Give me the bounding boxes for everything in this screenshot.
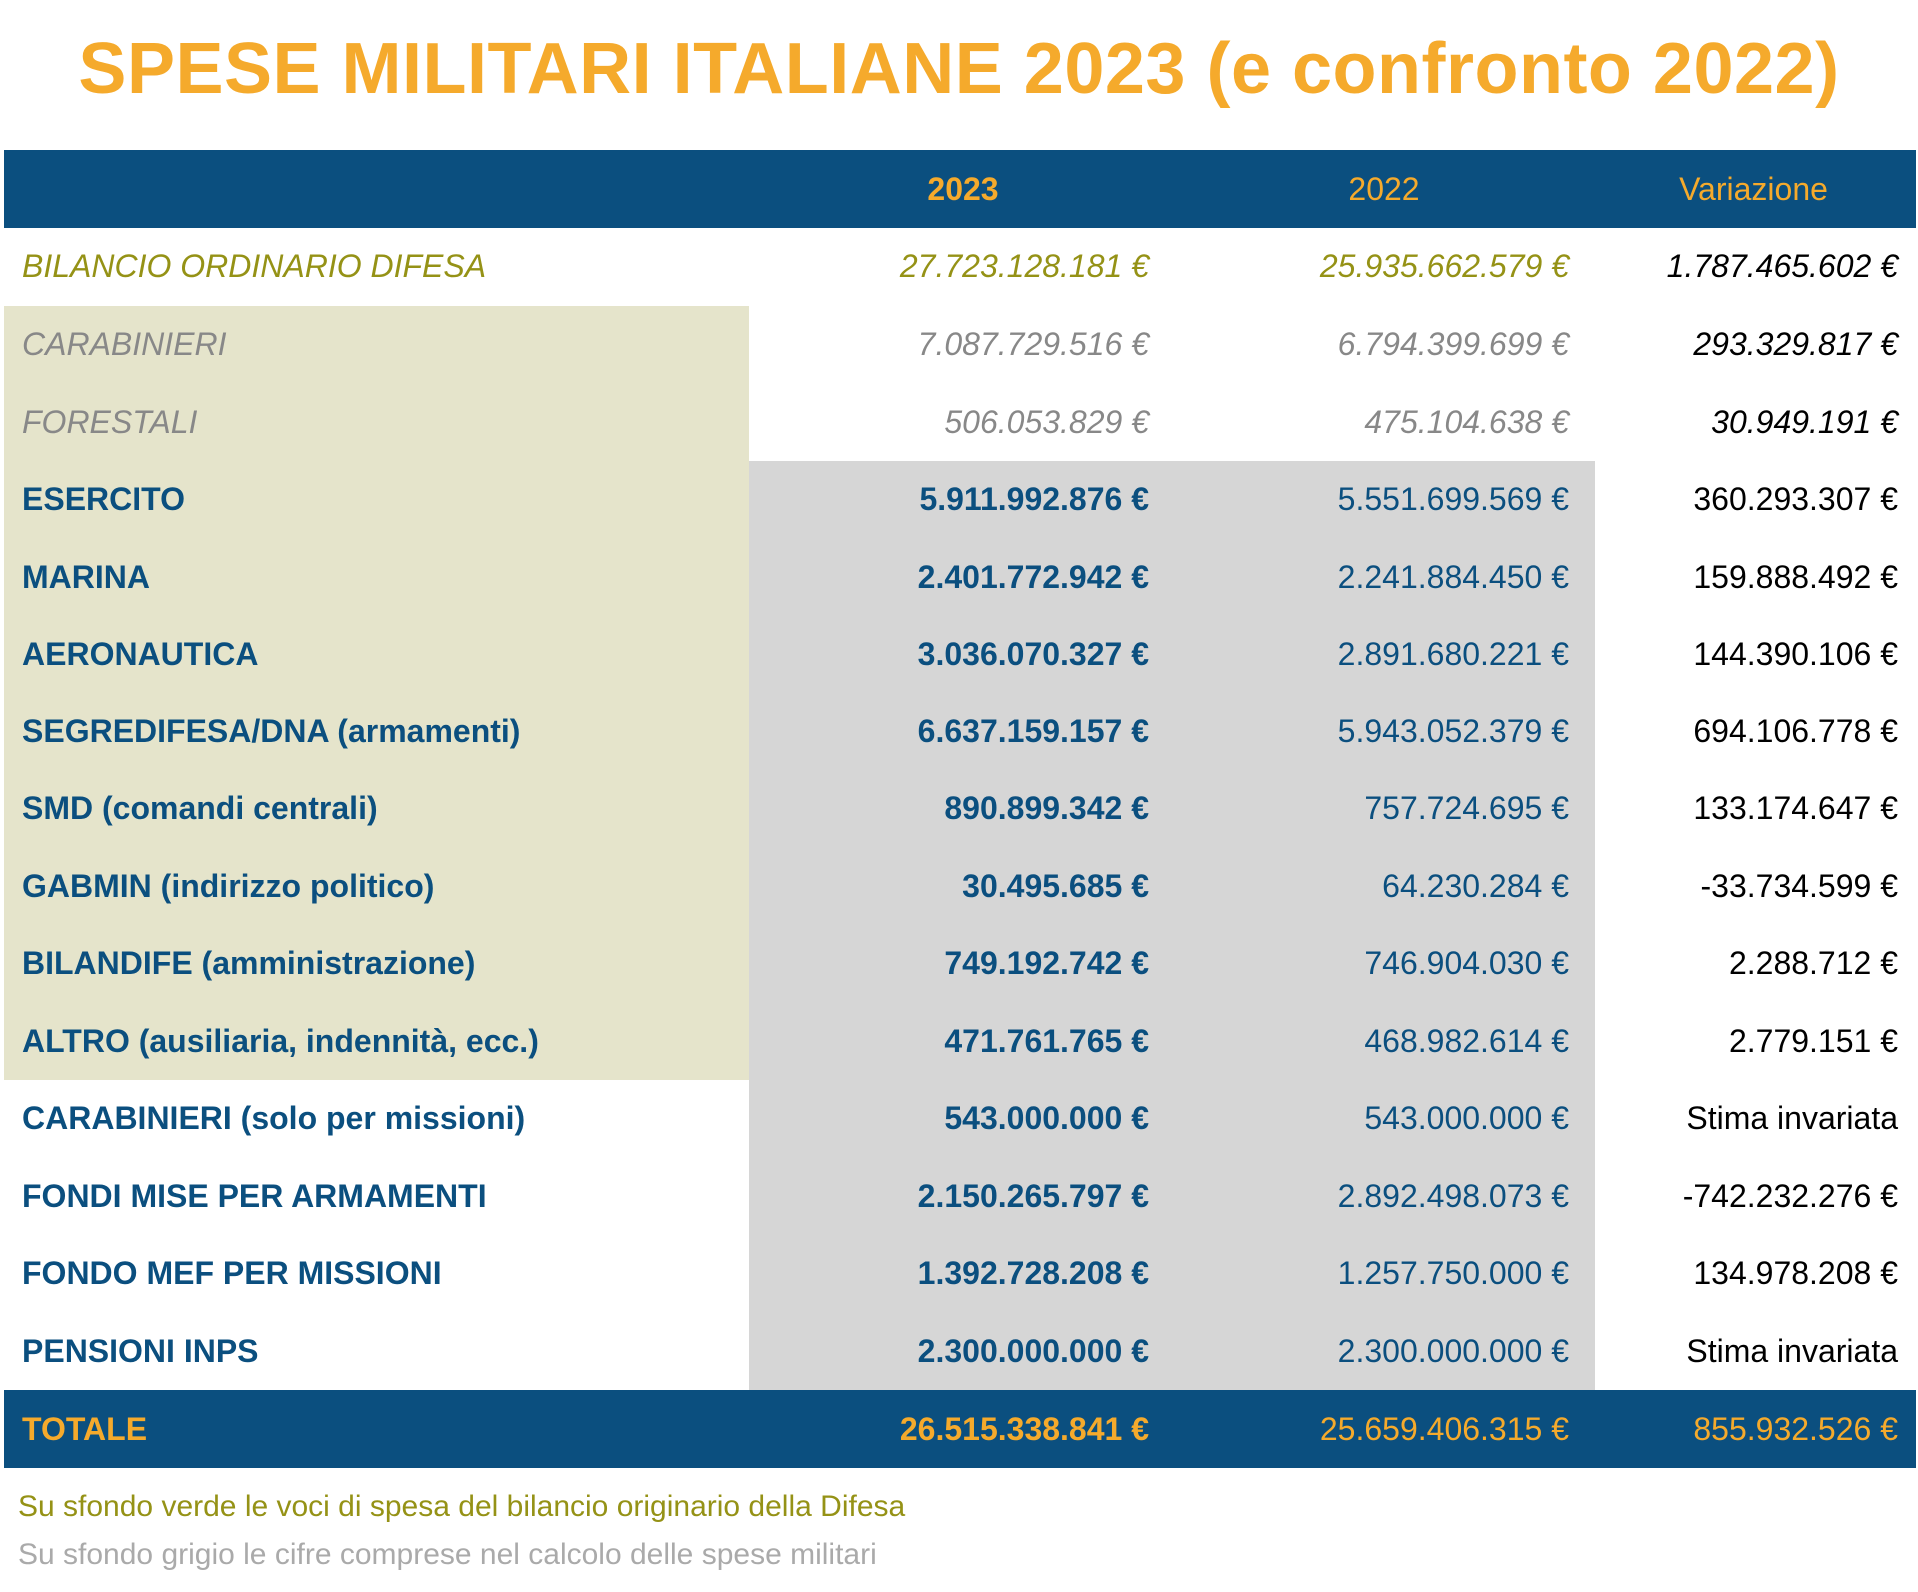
header-2022: 2022 xyxy=(1348,170,1420,207)
value-2023: 1.392.728.208 € xyxy=(917,1255,1149,1291)
row-label: FORESTALI xyxy=(22,404,198,440)
row-label: ESERCITO xyxy=(22,481,185,517)
table-row xyxy=(4,1158,1916,1235)
total-label: TOTALE xyxy=(22,1410,148,1447)
row-label: FONDI MISE PER ARMAMENTI xyxy=(22,1178,487,1214)
value-2022: 475.104.638 € xyxy=(1364,404,1569,440)
value-variazione: -33.734.599 € xyxy=(1700,868,1898,904)
value-2023: 5.911.992.876 € xyxy=(919,481,1149,517)
value-2022: 25.935.662.579 € xyxy=(1319,248,1569,284)
row-label: FONDO MEF PER MISSIONI xyxy=(22,1255,442,1291)
value-2022: 543.000.000 € xyxy=(1364,1100,1569,1136)
table-row xyxy=(4,616,1916,693)
value-variazione: 30.949.191 € xyxy=(1711,404,1898,440)
value-variazione: 2.288.712 € xyxy=(1728,945,1898,981)
value-2023: 506.053.829 € xyxy=(944,404,1149,440)
value-2022: 468.982.614 € xyxy=(1364,1023,1569,1059)
value-2023: 27.723.128.181 € xyxy=(899,248,1149,284)
row-label: CARABINIERI (solo per missioni) xyxy=(22,1100,526,1136)
value-2023: 2.150.265.797 € xyxy=(917,1178,1149,1214)
table-row xyxy=(4,1313,1916,1390)
value-2023: 890.899.342 € xyxy=(944,790,1149,826)
header-variazione: Variazione xyxy=(1679,170,1828,207)
value-variazione: 360.293.307 € xyxy=(1693,481,1898,517)
table-row xyxy=(4,539,1916,616)
table-row xyxy=(4,228,1916,305)
note-green-legend: Su sfondo verde le voci di spesa del bilancio originario della Difesa xyxy=(18,1490,906,1523)
row-label: AERONAUTICA xyxy=(22,636,259,672)
page-title: SPESE MILITARI ITALIANE 2023 (e confronto 2022) xyxy=(78,29,1840,109)
row-label: SMD (comandi centrali) xyxy=(22,790,378,826)
value-2022: 2.892.498.073 € xyxy=(1337,1178,1569,1214)
value-variazione: 2.779.151 € xyxy=(1728,1023,1898,1059)
note-grey-legend: Su sfondo grigio le cifre comprese nel calcolo delle spese militari xyxy=(18,1538,877,1571)
row-label: GABMIN (indirizzo politico) xyxy=(22,868,435,904)
value-variazione: Stima invariata xyxy=(1686,1333,1898,1369)
total-2023: 26.515.338.841 € xyxy=(899,1410,1149,1447)
value-2022: 2.891.680.221 € xyxy=(1337,636,1569,672)
value-2023: 6.637.159.157 € xyxy=(917,713,1149,749)
value-variazione: Stima invariata xyxy=(1686,1100,1898,1136)
total-row xyxy=(4,1390,1916,1468)
value-variazione: 134.978.208 € xyxy=(1693,1255,1898,1291)
value-2022: 6.794.399.699 € xyxy=(1337,326,1569,362)
row-label: BILANDIFE (amministrazione) xyxy=(22,945,476,981)
table-row xyxy=(4,848,1916,925)
value-variazione: 694.106.778 € xyxy=(1693,713,1898,749)
value-2022: 5.943.052.379 € xyxy=(1337,713,1569,749)
table-row xyxy=(4,1080,1916,1157)
table-row xyxy=(4,925,1916,1002)
value-variazione: 159.888.492 € xyxy=(1693,559,1898,595)
value-2023: 2.300.000.000 € xyxy=(917,1333,1149,1369)
value-2023: 2.401.772.942 € xyxy=(917,559,1149,595)
value-2023: 7.087.729.516 € xyxy=(917,326,1149,362)
value-2022: 2.300.000.000 € xyxy=(1337,1333,1569,1369)
row-label: BILANCIO ORDINARIO DIFESA xyxy=(22,248,487,284)
row-label: SEGREDIFESA/DNA (armamenti) xyxy=(22,713,521,749)
table-row xyxy=(4,1235,1916,1312)
table-row xyxy=(4,306,1916,383)
value-2023: 543.000.000 € xyxy=(944,1100,1149,1136)
table-row xyxy=(4,461,1916,538)
header-2023: 2023 xyxy=(927,170,999,207)
table-row xyxy=(4,1003,1916,1080)
total-2022: 25.659.406.315 € xyxy=(1319,1410,1569,1447)
value-2022: 64.230.284 € xyxy=(1382,868,1569,904)
value-variazione: 133.174.647 € xyxy=(1693,790,1898,826)
row-label: ALTRO (ausiliaria, indennità, ecc.) xyxy=(22,1023,539,1059)
value-2022: 746.904.030 € xyxy=(1364,945,1569,981)
value-variazione: 293.329.817 € xyxy=(1693,326,1898,362)
value-2022: 5.551.699.569 € xyxy=(1337,481,1569,517)
table-row xyxy=(4,384,1916,461)
row-label: PENSIONI INPS xyxy=(22,1333,259,1369)
value-2023: 3.036.070.327 € xyxy=(917,636,1149,672)
value-2023: 471.761.765 € xyxy=(944,1023,1149,1059)
row-label: MARINA xyxy=(22,559,150,595)
value-2023: 30.495.685 € xyxy=(962,868,1149,904)
value-2023: 749.192.742 € xyxy=(944,945,1149,981)
value-2022: 757.724.695 € xyxy=(1364,790,1569,826)
value-2022: 1.257.750.000 € xyxy=(1337,1255,1569,1291)
table-row xyxy=(4,693,1916,770)
value-2022: 2.241.884.450 € xyxy=(1337,559,1569,595)
table-row xyxy=(4,770,1916,847)
value-variazione: 144.390.106 € xyxy=(1693,636,1898,672)
total-variazione: 855.932.526 € xyxy=(1693,1410,1898,1447)
value-variazione: -742.232.276 € xyxy=(1682,1178,1898,1214)
value-variazione: 1.787.465.602 € xyxy=(1666,248,1898,284)
row-label: CARABINIERI xyxy=(22,326,227,362)
table-header xyxy=(4,150,1916,228)
